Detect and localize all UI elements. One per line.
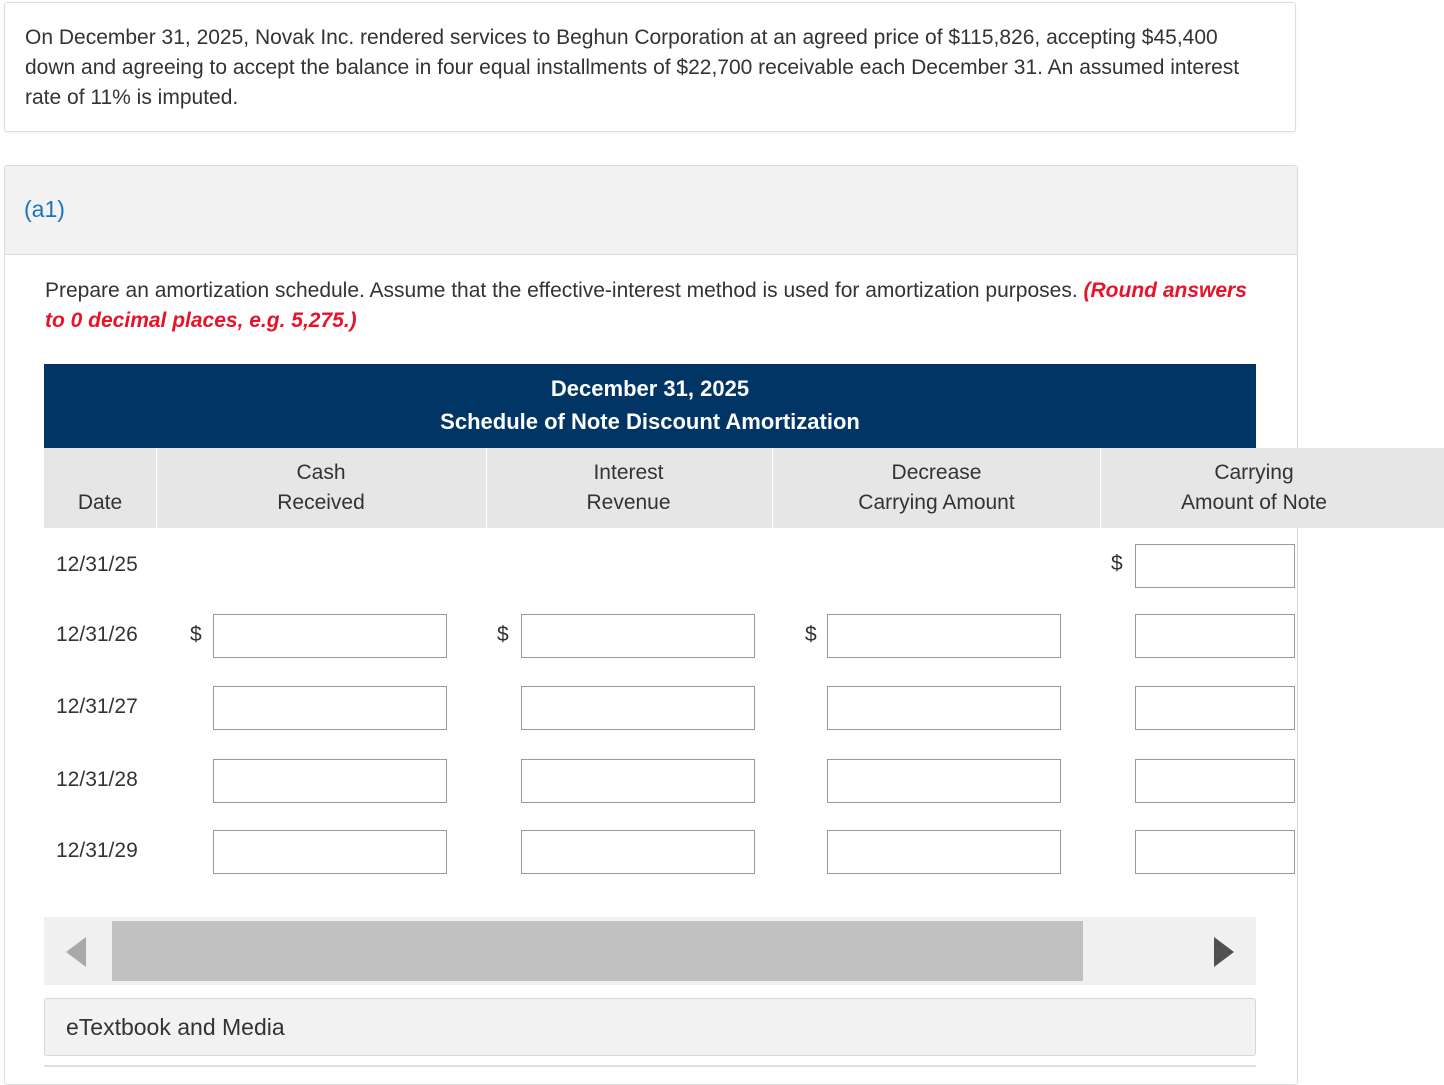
row-date: 12/31/29 — [56, 839, 138, 862]
header-date: Date — [77, 491, 123, 514]
rounding-note: (Round answers to 0 decimal places, e.g. 5,275.) — [45, 279, 1247, 332]
header-carrying-amount: Carrying Amount of Note — [1181, 461, 1327, 514]
horizontal-scrollbar[interactable] — [44, 917, 1256, 985]
header-interest-revenue: Interest Revenue — [586, 461, 671, 514]
table-title-bar — [44, 364, 1256, 448]
instructions — [45, 276, 1255, 336]
cash-received-input-2029[interactable] — [213, 830, 447, 874]
currency-symbol: $ — [1111, 552, 1123, 575]
interest-revenue-input-2027[interactable] — [521, 686, 755, 730]
carrying-amount-input-2028[interactable] — [1135, 759, 1295, 803]
interest-revenue-input-2026[interactable] — [521, 614, 755, 658]
instructions-text: Prepare an amortization schedule. Assume that the effective-interest method is used for amortization purposes. — [45, 279, 1078, 302]
decrease-carrying-input-2027[interactable] — [827, 686, 1061, 730]
row-date: 12/31/25 — [56, 553, 138, 576]
part-label: (a1) — [24, 196, 65, 222]
cash-received-input-2027[interactable] — [213, 686, 447, 730]
row-date: 12/31/28 — [56, 768, 138, 791]
table-title-date: December 31, 2025 — [550, 376, 750, 401]
cash-received-input-2028[interactable] — [213, 759, 447, 803]
part-header — [5, 166, 1297, 255]
row-date: 12/31/26 — [56, 623, 138, 646]
carrying-amount-input-2027[interactable] — [1135, 686, 1295, 730]
problem-text: On December 31, 2025, Novak Inc. rendered services to Beghun Corporation at an agreed price of $115,826, accepting $45,400 down and agreeing to accept the balance in four equal installments of $22,700 receivable each December 31. An assumed interest rate of 11% is imputed. — [25, 26, 1240, 109]
scroll-left-arrow-icon[interactable] — [66, 937, 86, 967]
row-date: 12/31/27 — [56, 695, 138, 718]
header-decrease-carrying-amount: Decrease Carrying Amount — [858, 461, 1015, 514]
table-header-row — [44, 448, 1444, 528]
decrease-carrying-input-2028[interactable] — [827, 759, 1061, 803]
problem-statement-panel — [4, 2, 1296, 132]
amortization-table — [44, 364, 1327, 904]
decrease-carrying-input-2029[interactable] — [827, 830, 1061, 874]
etextbook-media-button[interactable] — [44, 998, 1256, 1056]
header-cash-received: Cash Received — [277, 461, 365, 514]
carrying-amount-input-2025[interactable] — [1135, 544, 1295, 588]
interest-revenue-input-2028[interactable] — [521, 759, 755, 803]
currency-symbol: $ — [497, 623, 509, 646]
currency-symbol: $ — [190, 623, 202, 646]
scroll-right-arrow-icon[interactable] — [1214, 937, 1234, 967]
currency-symbol: $ — [805, 623, 817, 646]
table-title: Schedule of Note Discount Amortization — [440, 409, 860, 434]
divider — [44, 1065, 1256, 1067]
decrease-carrying-input-2026[interactable] — [827, 614, 1061, 658]
interest-revenue-input-2029[interactable] — [521, 830, 755, 874]
cash-received-input-2026[interactable] — [213, 614, 447, 658]
scrollbar-thumb[interactable] — [112, 921, 1083, 981]
carrying-amount-input-2029[interactable] — [1135, 830, 1295, 874]
carrying-amount-input-2026[interactable] — [1135, 614, 1295, 658]
etextbook-label: eTextbook and Media — [66, 1014, 285, 1040]
